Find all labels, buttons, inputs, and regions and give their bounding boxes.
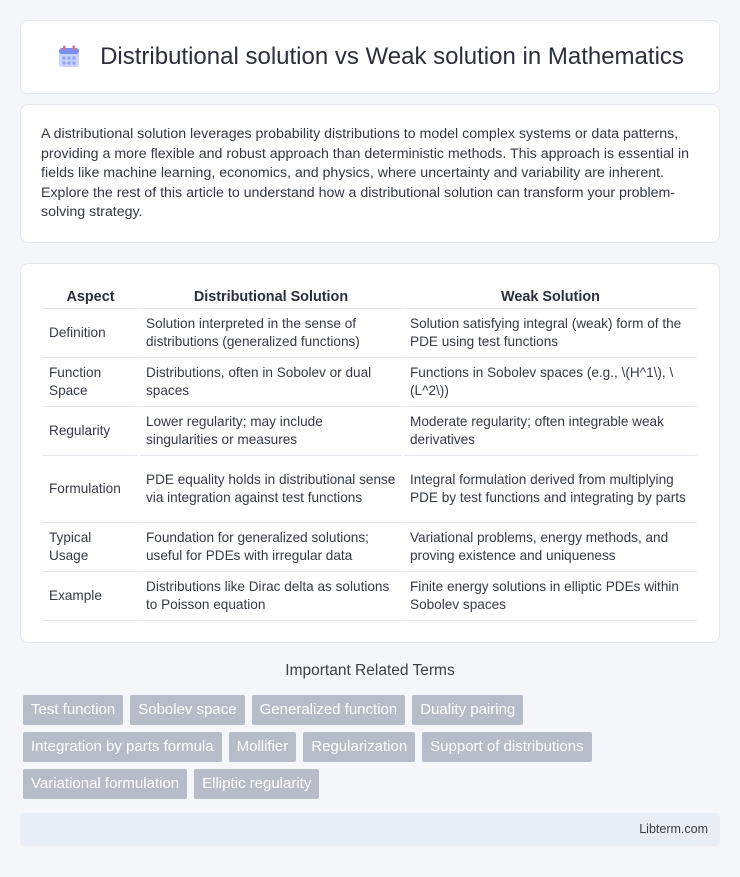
header-weak: Weak Solution — [404, 286, 697, 309]
table-row — [43, 572, 697, 621]
related-term-tag[interactable]: Variational formulation — [23, 769, 187, 799]
table-row — [43, 523, 697, 572]
row-weak: Integral formulation derived from multiplying PDE by test functions and integrating by parts — [404, 456, 697, 523]
header-card — [20, 20, 720, 94]
related-term-tag[interactable]: Duality pairing — [412, 695, 523, 725]
row-aspect: Typical Usage — [43, 523, 138, 572]
row-weak: Moderate regularity; often integrable weak derivatives — [404, 407, 697, 456]
intro-card — [20, 104, 720, 243]
row-aspect: Definition — [43, 309, 138, 358]
row-aspect: Example — [43, 572, 138, 621]
footer-site-link[interactable]: Libterm.com — [639, 822, 708, 836]
header-distributional: Distributional Solution — [140, 286, 402, 309]
row-distributional: Distributions, often in Sobolev or dual spaces — [140, 358, 402, 407]
table-row — [43, 456, 697, 523]
row-weak: Finite energy solutions in elliptic PDEs within Sobolev spaces — [404, 572, 697, 621]
related-term-tag[interactable]: Support of distributions — [422, 732, 591, 762]
related-terms-list — [23, 695, 713, 799]
table-row — [43, 309, 697, 358]
calendar-icon — [56, 44, 82, 70]
row-distributional: Foundation for generalized solutions; useful for PDEs with irregular data — [140, 523, 402, 572]
intro-text: A distributional solution leverages probability distributions to model complex systems or data patterns, providing a more flexible and robust approach than deterministic methods. This approach is essential in fields like machine learning, economics, and physics, where uncertainty and variability are inherent. Explore the rest of this article to understand how a distributional solution can transform your problem-solving strategy. — [41, 126, 689, 220]
related-term-tag[interactable]: Elliptic regularity — [194, 769, 319, 799]
related-terms-title: Important Related Terms — [285, 662, 455, 679]
table-row — [43, 358, 697, 407]
table-row — [43, 407, 697, 456]
row-distributional: PDE equality holds in distributional sense via integration against test functions — [140, 456, 402, 523]
row-weak: Solution satisfying integral (weak) form of the PDE using test functions — [404, 309, 697, 358]
footer — [20, 813, 720, 846]
row-weak: Functions in Sobolev spaces (e.g., \(H^1\), \(L^2\)) — [404, 358, 697, 407]
related-term-tag[interactable]: Generalized function — [252, 695, 406, 725]
related-term-tag[interactable]: Integration by parts formula — [23, 732, 222, 762]
row-distributional: Lower regularity; may include singularities or measures — [140, 407, 402, 456]
related-term-tag[interactable]: Mollifier — [229, 732, 297, 762]
page-title: Distributional solution vs Weak solution in Mathematics — [100, 43, 684, 70]
table-header-row — [43, 286, 697, 309]
row-weak: Variational problems, energy methods, and proving existence and uniqueness — [404, 523, 697, 572]
comparison-table — [41, 286, 699, 621]
row-aspect: Function Space — [43, 358, 138, 407]
row-distributional: Solution interpreted in the sense of distributions (generalized functions) — [140, 309, 402, 358]
related-term-tag[interactable]: Sobolev space — [130, 695, 244, 725]
comparison-card — [20, 263, 720, 643]
row-distributional: Distributions like Dirac delta as solutions to Poisson equation — [140, 572, 402, 621]
row-aspect: Formulation — [43, 456, 138, 523]
row-aspect: Regularity — [43, 407, 138, 456]
header-aspect: Aspect — [43, 286, 138, 309]
related-term-tag[interactable]: Test function — [23, 695, 123, 725]
related-term-tag[interactable]: Regularization — [303, 732, 415, 762]
